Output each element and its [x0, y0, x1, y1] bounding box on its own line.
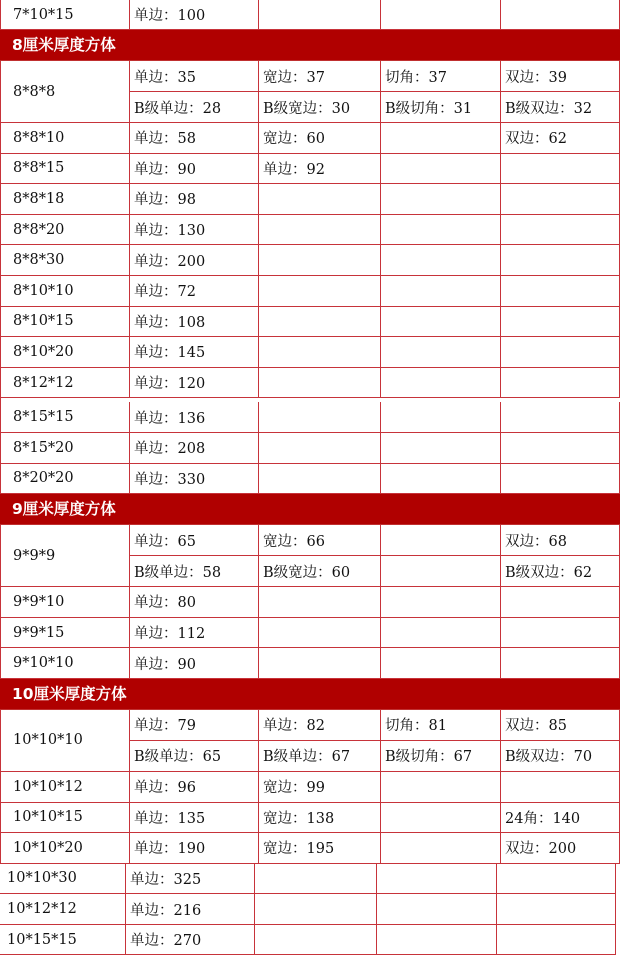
size-cell: 8*8*18	[0, 184, 130, 215]
section-10-rows	[0, 772, 620, 864]
price-cell: 单边：130	[130, 215, 259, 246]
price-cell	[259, 433, 381, 464]
table-row	[0, 154, 620, 185]
price-cell: 单边：120	[130, 368, 259, 399]
table-row	[0, 245, 620, 276]
price-cell: 单边：270	[126, 925, 255, 956]
table-row	[0, 123, 620, 154]
price-cell	[501, 245, 620, 276]
table-row-group	[0, 710, 620, 772]
price-cell: B级双边：32	[501, 92, 620, 123]
table-row	[0, 276, 620, 307]
table-row	[0, 803, 620, 834]
price-cell: 单边：136	[130, 402, 259, 433]
price-cell: 单边：35	[130, 61, 259, 92]
price-cell	[381, 154, 501, 185]
table-row-group	[0, 61, 620, 123]
size-cell: 10*15*15	[0, 925, 126, 956]
section-header-9cm: 9厘米厚度方体	[0, 494, 620, 525]
price-cell	[381, 833, 501, 864]
price-cell: 单边：135	[130, 803, 259, 834]
price-cell	[381, 556, 501, 587]
price-cell: 单边：216	[126, 894, 255, 925]
price-cell	[381, 276, 501, 307]
price-cell: 双边：85	[501, 710, 620, 741]
table-row	[0, 833, 620, 864]
price-cell	[501, 337, 620, 368]
price-cell: 单边：90	[130, 154, 259, 185]
size-cell: 8*8*10	[0, 123, 130, 154]
table-row	[0, 894, 616, 925]
price-cell: 宽边：37	[259, 61, 381, 92]
price-cell	[501, 154, 620, 185]
price-cell: 24角：140	[501, 803, 620, 834]
price-cell	[381, 525, 501, 556]
price-cell: 宽边：99	[259, 772, 381, 803]
price-cell	[497, 864, 616, 895]
price-cell	[501, 276, 620, 307]
price-cell	[501, 587, 620, 618]
table-row	[0, 337, 620, 368]
section-9-rows	[0, 587, 620, 679]
price-cell: 宽边：60	[259, 123, 381, 154]
size-cell: 8*8*20	[0, 215, 130, 246]
size-cell: 7*10*15	[0, 0, 130, 30]
price-cell: B级双边：62	[501, 556, 620, 587]
price-cell	[259, 276, 381, 307]
size-cell: 10*10*30	[0, 864, 126, 895]
table-row	[0, 307, 620, 338]
price-cell: B级单边：28	[130, 92, 259, 123]
price-cell	[497, 925, 616, 956]
table-row	[0, 864, 616, 895]
price-cell: 双边：68	[501, 525, 620, 556]
price-cell: 单边：65	[130, 525, 259, 556]
table-row	[0, 215, 620, 246]
price-cell	[259, 618, 381, 649]
price-cell	[497, 894, 616, 925]
price-cell	[501, 618, 620, 649]
price-cell	[259, 245, 381, 276]
price-cell	[377, 894, 497, 925]
size-cell: 9*9*10	[0, 587, 130, 618]
price-cell: B级宽边：60	[259, 556, 381, 587]
size-cell: 8*12*12	[0, 368, 130, 399]
size-cell: 8*8*8	[0, 61, 130, 123]
price-cell: 单边：82	[259, 710, 381, 741]
price-cell	[501, 464, 620, 495]
price-cell: 单边：96	[130, 772, 259, 803]
section-header-10cm: 10厘米厚度方体	[0, 679, 620, 710]
table-row	[0, 772, 620, 803]
price-cell	[259, 307, 381, 338]
price-cell	[381, 123, 501, 154]
price-cell	[381, 215, 501, 246]
price-cell	[259, 402, 381, 433]
price-cell	[381, 803, 501, 834]
price-cell: 单边：79	[130, 710, 259, 741]
size-cell: 9*9*15	[0, 618, 130, 649]
variant-rows	[130, 710, 620, 772]
section-header-8cm: 8厘米厚度方体	[0, 30, 620, 61]
price-cell	[381, 402, 501, 433]
price-cell: 双边：62	[501, 123, 620, 154]
price-cell	[381, 772, 501, 803]
section-10-rows-b	[0, 864, 620, 956]
price-cell	[259, 184, 381, 215]
table-row	[0, 433, 620, 464]
price-cell	[259, 215, 381, 246]
price-cell: 单边：330	[130, 464, 259, 495]
price-cell: 单边：112	[130, 618, 259, 649]
price-cell: B级单边：58	[130, 556, 259, 587]
price-cell	[501, 433, 620, 464]
section-8-rows	[0, 123, 620, 398]
price-cell	[259, 648, 381, 679]
price-cell: 单边：58	[130, 123, 259, 154]
price-cell	[501, 184, 620, 215]
price-cell	[381, 184, 501, 215]
variant-rows	[130, 61, 620, 123]
table-row	[0, 925, 616, 956]
price-cell	[501, 402, 620, 433]
price-cell	[501, 307, 620, 338]
size-cell: 10*12*12	[0, 894, 126, 925]
section-8-rows-b	[0, 402, 620, 494]
price-cell: B级单边：65	[130, 741, 259, 772]
price-cell: 单边：145	[130, 337, 259, 368]
table-row	[0, 587, 620, 618]
price-cell: 单边：190	[130, 833, 259, 864]
size-cell: 8*8*15	[0, 154, 130, 185]
price-cell	[259, 337, 381, 368]
price-cell: 单边：100	[130, 0, 259, 30]
price-cell	[381, 337, 501, 368]
price-cell	[259, 368, 381, 399]
price-cell	[259, 464, 381, 495]
table-row	[0, 618, 620, 649]
price-cell	[255, 864, 377, 895]
price-cell: 切角：81	[381, 710, 501, 741]
size-cell: 8*10*20	[0, 337, 130, 368]
price-cell: 单边：98	[130, 184, 259, 215]
size-cell: 8*20*20	[0, 464, 130, 495]
price-cell: B级双边：70	[501, 741, 620, 772]
table-row	[0, 648, 620, 679]
price-cell	[381, 464, 501, 495]
size-cell: 8*15*20	[0, 433, 130, 464]
price-cell: 单边：208	[130, 433, 259, 464]
price-cell	[381, 618, 501, 649]
price-cell	[255, 925, 377, 956]
price-cell: 单边：72	[130, 276, 259, 307]
price-cell: 单边：200	[130, 245, 259, 276]
price-cell: B级切角：31	[381, 92, 501, 123]
size-cell: 9*9*9	[0, 525, 130, 587]
price-cell	[259, 0, 381, 30]
price-cell	[501, 0, 620, 30]
size-cell: 10*10*20	[0, 833, 130, 864]
size-cell: 10*10*12	[0, 772, 130, 803]
price-cell	[259, 587, 381, 618]
table-row	[0, 0, 620, 30]
table-row	[0, 184, 620, 215]
variant-rows	[130, 525, 620, 587]
price-cell: 切角：37	[381, 61, 501, 92]
price-cell	[501, 648, 620, 679]
table-row	[0, 464, 620, 495]
price-cell	[381, 587, 501, 618]
price-cell	[381, 307, 501, 338]
price-cell: 宽边：138	[259, 803, 381, 834]
size-cell: 10*10*15	[0, 803, 130, 834]
price-cell: 单边：80	[130, 587, 259, 618]
size-cell: 10*10*10	[0, 710, 130, 772]
price-cell: 单边：108	[130, 307, 259, 338]
price-cell	[377, 925, 497, 956]
price-cell	[501, 215, 620, 246]
price-cell	[501, 368, 620, 399]
table-row	[0, 402, 620, 433]
price-cell: 单边：90	[130, 648, 259, 679]
price-cell: B级单边：67	[259, 741, 381, 772]
price-cell: B级宽边：30	[259, 92, 381, 123]
price-cell	[381, 368, 501, 399]
price-cell: 单边：325	[126, 864, 255, 895]
price-cell	[377, 864, 497, 895]
size-cell: 8*10*10	[0, 276, 130, 307]
price-cell	[381, 245, 501, 276]
table-row-group	[0, 525, 620, 587]
price-cell	[501, 772, 620, 803]
size-cell: 8*8*30	[0, 245, 130, 276]
price-cell: 双边：200	[501, 833, 620, 864]
price-cell	[381, 648, 501, 679]
price-cell: B级切角：67	[381, 741, 501, 772]
price-cell: 宽边：66	[259, 525, 381, 556]
price-cell	[255, 894, 377, 925]
price-cell: 宽边：195	[259, 833, 381, 864]
table-row	[0, 368, 620, 399]
price-cell: 单边：92	[259, 154, 381, 185]
size-cell: 8*10*15	[0, 307, 130, 338]
price-cell	[381, 0, 501, 30]
size-cell: 9*10*10	[0, 648, 130, 679]
price-cell: 双边：39	[501, 61, 620, 92]
price-cell	[381, 433, 501, 464]
size-cell: 8*15*15	[0, 402, 130, 433]
